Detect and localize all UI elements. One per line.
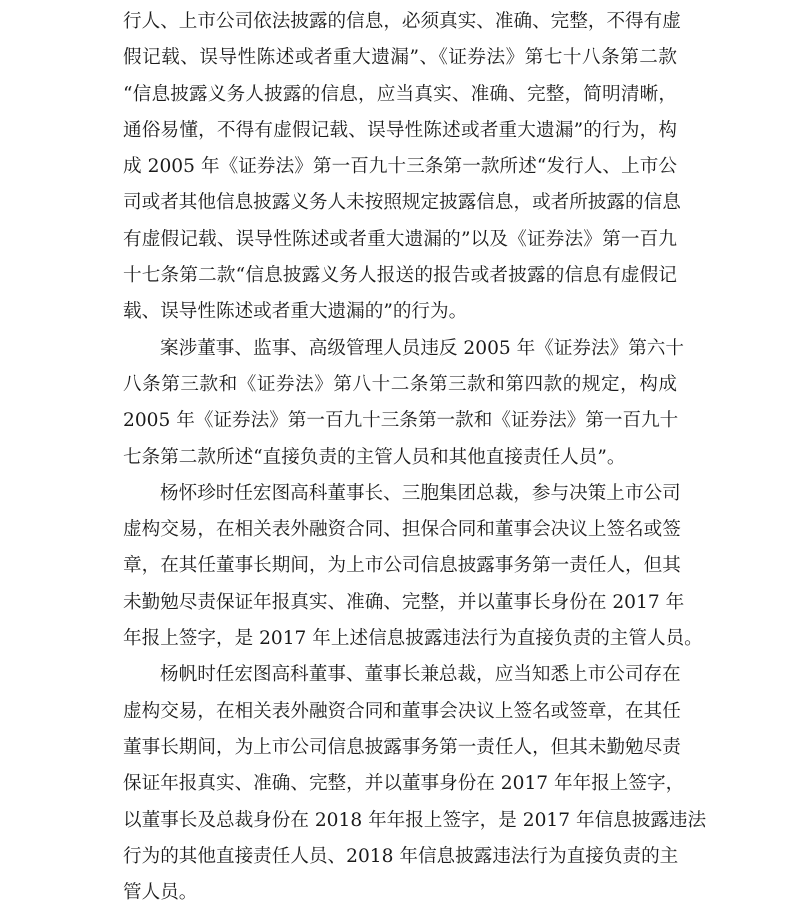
text-line: 管人员。 (123, 882, 198, 904)
text-line: 有虚假记载、误导性陈述或者重大遗漏的”以及《证券法》第一百九 (123, 228, 677, 250)
text-line: 2005 年《证券法》第一百九十三条第一款和《证券法》第一百九十 (123, 410, 679, 432)
text-line: 章，在其任董事长期间，为上市公司信息披露事务第一责任人，但其 (123, 555, 681, 577)
paragraph-yang-huaizhen (123, 476, 703, 657)
text-line: 保证年报真实、准确、完整，并以董事身份在 2017 年年报上签字， (123, 773, 685, 795)
text-line: 七条第二款所述“直接负责的主管人员和其他直接责任人员”。 (123, 446, 626, 468)
text-line: 行为的其他直接责任人员、2018 年信息披露违法行为直接负责的主 (123, 845, 679, 867)
text-line: 行人、上市公司依法披露的信息，必须真实、准确、完整，不得有虚 (123, 11, 681, 32)
text-line: 虚构交易，在相关表外融资合同和董事会决议上签名或签章，在其任 (123, 700, 681, 722)
text-line: 十七条第二款“信息披露义务人报送的报告或者披露的信息有虚假记 (123, 265, 677, 287)
text-line: 案涉董事、监事、高级管理人员违反 2005 年《证券法》第六十 (160, 337, 684, 359)
text-line: 年报上签字，是 2017 年上述信息披露违法行为直接负责的主管人员。 (123, 628, 703, 650)
text-line: 假记载、误导性陈述或者重大遗漏”、《证券法》第七十八条第二款 (123, 47, 677, 69)
document-page (123, 4, 707, 911)
paragraph-continuation (123, 4, 681, 331)
text-line: 杨怀珍时任宏图高科董事长、三胞集团总裁，参与决策上市公司 (160, 482, 681, 504)
text-line: 以董事长及总裁身份在 2018 年年报上签字，是 2017 年信息披露违法 (123, 809, 707, 831)
text-line: 载、误导性陈述或者重大遗漏的”的行为。 (123, 301, 468, 323)
paragraph-directors-liability (123, 331, 684, 476)
text-line: 杨帆时任宏图高科董事、董事长兼总裁，应当知悉上市公司存在 (160, 664, 681, 686)
text-line: 虚构交易，在相关表外融资合同、担保合同和董事会决议上签名或签 (123, 519, 681, 541)
text-line: 成 2005 年《证券法》第一百九十三条第一款所述“发行人、上市公 (123, 156, 677, 178)
text-line: “信息披露义务人披露的信息，应当真实、准确、完整，简明清晰， (123, 83, 677, 105)
text-line: 司或者其他信息披露义务人未按照规定披露信息，或者所披露的信息 (123, 192, 681, 214)
paragraph-yang-fan (123, 657, 707, 911)
text-line: 八条第三款和《证券法》第八十二条第三款和第四款的规定，构成 (123, 373, 677, 395)
text-line: 董事长期间，为上市公司信息披露事务第一责任人，但其未勤勉尽责 (123, 736, 681, 758)
text-line: 通俗易懂，不得有虚假记载、误导性陈述或者重大遗漏”的行为，构 (123, 119, 677, 141)
text-line: 未勤勉尽责保证年报真实、准确、完整，并以董事长身份在 2017 年 (123, 591, 685, 613)
